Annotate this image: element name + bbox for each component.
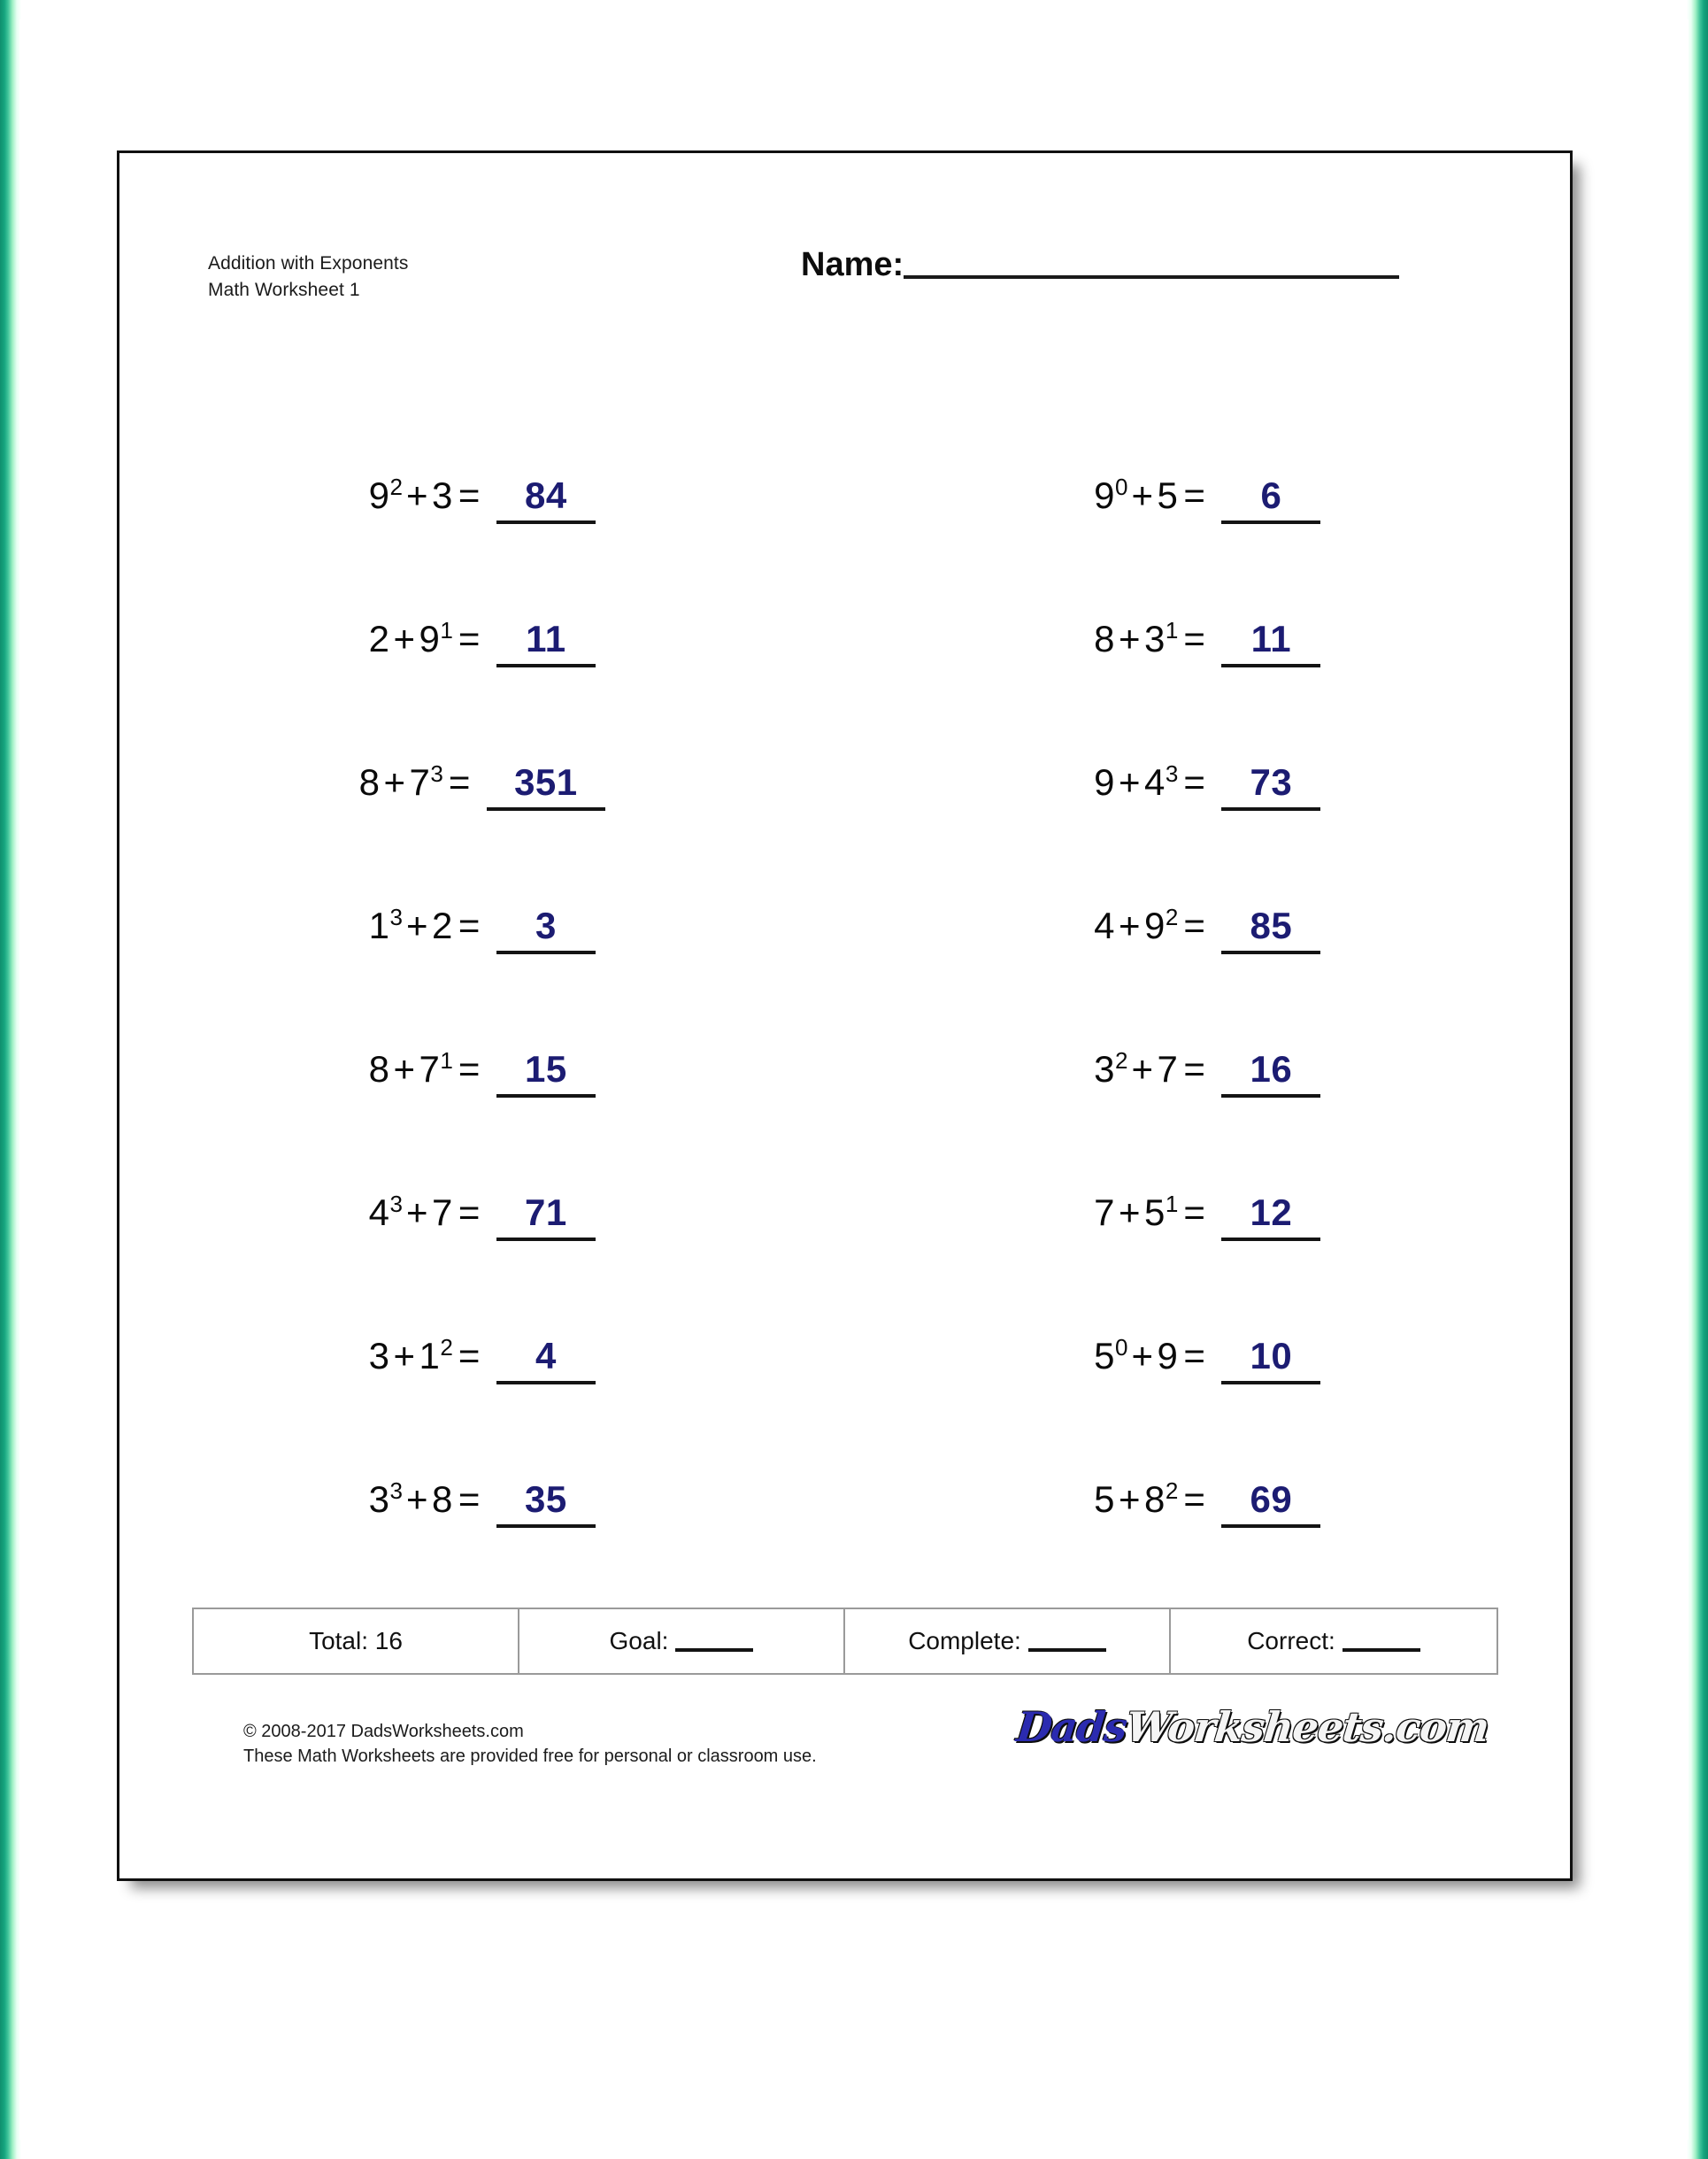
operand-right-base: 9 (1157, 1335, 1179, 1376)
score-bar (192, 1608, 1498, 1675)
worksheet-topic: Addition with Exponents (208, 253, 409, 274)
problem-item (845, 1001, 1571, 1145)
answer-blank[interactable]: 15 (496, 1048, 596, 1098)
operand-right-exponent: 1 (440, 1047, 453, 1074)
plus-operator: + (393, 1335, 416, 1376)
equals-sign: = (458, 905, 481, 946)
operand-left (1094, 1478, 1115, 1520)
operand-right-base: 7 (431, 1191, 453, 1233)
problem-expression (1094, 474, 1320, 524)
operand-right-base: 5 (1157, 474, 1179, 516)
operand-right-base: 3 (1144, 618, 1166, 659)
plus-operator: + (405, 1478, 428, 1520)
score-cell[interactable] (845, 1609, 1171, 1673)
plus-operator: + (1118, 761, 1141, 803)
problem-item (845, 714, 1571, 858)
problem-expression (369, 1478, 596, 1528)
problem-item (845, 428, 1571, 571)
equals-sign: = (458, 1048, 481, 1090)
plus-operator: + (383, 761, 406, 803)
operand-left-exponent: 2 (389, 474, 403, 500)
equals-sign: = (1183, 1191, 1206, 1233)
operand-left-base: 4 (368, 1191, 390, 1233)
page-canvas (19, 19, 1689, 2140)
answer-blank[interactable]: 351 (487, 761, 605, 811)
equals-sign: = (458, 1478, 481, 1520)
problem-expression (1094, 1335, 1320, 1384)
operand-right (1157, 1048, 1178, 1090)
plus-operator: + (393, 618, 416, 659)
answer-blank[interactable]: 85 (1221, 905, 1320, 954)
score-cell-blank[interactable] (1028, 1631, 1106, 1652)
equals-sign: = (458, 1335, 481, 1376)
problem-expression (369, 905, 596, 954)
problem-item (119, 428, 845, 571)
problem-expression (1094, 1478, 1320, 1528)
operand-right-base: 8 (431, 1478, 453, 1520)
operand-right (1144, 1478, 1178, 1520)
operand-left-exponent: 0 (1114, 474, 1128, 500)
operand-right-exponent: 1 (1165, 617, 1179, 644)
operand-right (432, 905, 453, 946)
operand-left (1094, 1048, 1127, 1090)
name-field[interactable] (801, 245, 1399, 284)
operand-right-exponent: 3 (1165, 760, 1179, 787)
score-cell-blank[interactable] (675, 1631, 753, 1652)
problem-item (119, 1431, 845, 1575)
problem-expression (1094, 618, 1320, 667)
copyright-line-2: These Math Worksheets are provided free for personal or classroom use. (243, 1746, 817, 1766)
plus-operator: + (1131, 1335, 1154, 1376)
operand-left-base: 8 (358, 761, 381, 803)
problem-expression (1094, 905, 1320, 954)
operand-right (419, 618, 453, 659)
answer-blank[interactable]: 3 (496, 905, 596, 954)
plus-operator: + (405, 1191, 428, 1233)
problem-item (119, 858, 845, 1001)
operand-left-base: 5 (1094, 1335, 1115, 1376)
operand-left (369, 618, 390, 659)
operand-right (1157, 1335, 1178, 1376)
operand-right (419, 1335, 453, 1376)
operand-left (369, 1191, 403, 1233)
operand-right-base: 9 (1144, 905, 1166, 946)
problem-item (119, 1001, 845, 1145)
operand-left-base: 8 (368, 1048, 390, 1090)
problem-expression (369, 1191, 596, 1241)
operand-right-base: 9 (419, 618, 441, 659)
answer-blank[interactable]: 11 (1221, 618, 1320, 667)
operand-left-exponent: 2 (1114, 1047, 1128, 1074)
operand-right (1144, 618, 1178, 659)
dadsworksheets-logo (1014, 1703, 1491, 1751)
operand-left (1094, 474, 1127, 516)
operand-right (410, 761, 443, 803)
problem-item (119, 571, 845, 714)
operand-left-base: 1 (368, 905, 390, 946)
operand-right-base: 1 (419, 1335, 441, 1376)
answer-blank[interactable]: 11 (496, 618, 596, 667)
name-input-rule[interactable] (904, 275, 1399, 279)
operand-right-base: 7 (1157, 1048, 1179, 1090)
operand-left (369, 474, 403, 516)
equals-sign: = (1183, 905, 1206, 946)
operand-right-base: 7 (419, 1048, 441, 1090)
problem-item (845, 1145, 1571, 1288)
operand-left-base: 4 (1094, 905, 1115, 946)
name-label: Name: (801, 246, 904, 283)
operand-right-base: 3 (431, 474, 453, 516)
operand-right (1144, 905, 1178, 946)
operand-right-exponent: 2 (1165, 1477, 1179, 1504)
operand-right-exponent: 2 (440, 1334, 453, 1361)
worksheet-footer (119, 1703, 1570, 1800)
problem-expression (369, 1335, 596, 1384)
operand-left-base: 3 (368, 1478, 390, 1520)
operand-left-base: 3 (368, 1335, 390, 1376)
operand-left-base: 9 (1094, 761, 1115, 803)
page-title (208, 251, 408, 304)
operand-right (432, 1478, 453, 1520)
worksheet-header (119, 246, 1570, 357)
operand-left-exponent: 3 (389, 904, 403, 930)
answer-blank[interactable]: 16 (1221, 1048, 1320, 1098)
operand-right-exponent: 1 (440, 617, 453, 644)
logo-text-worksheets: Worksheets.com (1124, 1703, 1491, 1751)
score-cell-label: Total: 16 (309, 1627, 403, 1654)
operand-left (1094, 1191, 1115, 1233)
problem-expression (1094, 1048, 1320, 1098)
operand-right (1144, 761, 1178, 803)
operand-right-base: 7 (409, 761, 431, 803)
copyright-line-1: © 2008-2017 DadsWorksheets.com (243, 1722, 524, 1741)
operand-left (1094, 761, 1115, 803)
answer-blank[interactable]: 69 (1221, 1478, 1320, 1528)
operand-left-exponent: 3 (389, 1191, 403, 1217)
answer-blank[interactable]: 71 (496, 1191, 596, 1241)
operand-right (432, 1191, 453, 1233)
problem-item (119, 1145, 845, 1288)
plus-operator: + (1118, 905, 1141, 946)
score-cell-label: Complete: (908, 1627, 1021, 1654)
operand-left-base: 7 (1094, 1191, 1115, 1233)
operand-right-exponent: 3 (430, 760, 443, 787)
operand-left (1094, 1335, 1127, 1376)
answer-blank[interactable]: 35 (496, 1478, 596, 1528)
problem-expression (359, 761, 605, 811)
copyright-text (243, 1719, 817, 1769)
problem-expression (1094, 1191, 1320, 1241)
equals-sign: = (458, 618, 481, 659)
equals-sign: = (458, 474, 481, 516)
problem-expression (1094, 761, 1320, 811)
answer-blank[interactable]: 84 (496, 474, 596, 524)
operand-left-base: 9 (368, 474, 390, 516)
operand-right-base: 5 (1144, 1191, 1166, 1233)
operand-right-exponent: 2 (1165, 904, 1179, 930)
answer-blank[interactable]: 6 (1221, 474, 1320, 524)
plus-operator: + (405, 905, 428, 946)
operand-left (1094, 905, 1115, 946)
equals-sign: = (1183, 618, 1206, 659)
operand-left-base: 3 (1094, 1048, 1115, 1090)
score-cell (194, 1609, 519, 1673)
problem-item (845, 1431, 1571, 1575)
operand-right-exponent: 1 (1165, 1191, 1179, 1217)
problem-item (119, 714, 845, 858)
operand-right (432, 474, 453, 516)
operand-right (419, 1048, 453, 1090)
score-cell[interactable] (1171, 1609, 1496, 1673)
equals-sign: = (1183, 761, 1206, 803)
answer-blank[interactable]: 12 (1221, 1191, 1320, 1241)
operand-left (369, 1048, 390, 1090)
worksheet-number: Math Worksheet 1 (208, 280, 360, 300)
operand-left (369, 1335, 390, 1376)
operand-left-base: 5 (1094, 1478, 1115, 1520)
operand-right-base: 4 (1144, 761, 1166, 803)
operand-right (1144, 1191, 1178, 1233)
equals-sign: = (1183, 1048, 1206, 1090)
operand-right-base: 8 (1144, 1478, 1166, 1520)
problems-grid (119, 428, 1570, 1575)
problem-item (845, 571, 1571, 714)
score-cell-label: Goal: (609, 1627, 669, 1654)
operand-left-exponent: 3 (389, 1477, 403, 1504)
operand-left (359, 761, 381, 803)
operand-left-exponent: 0 (1114, 1334, 1128, 1361)
plus-operator: + (405, 474, 428, 516)
problem-item (119, 1288, 845, 1431)
score-cell-blank[interactable] (1343, 1631, 1420, 1652)
equals-sign: = (1183, 474, 1206, 516)
operand-left (369, 1478, 403, 1520)
plus-operator: + (393, 1048, 416, 1090)
operand-right-base: 2 (431, 905, 453, 946)
equals-sign: = (1183, 1335, 1206, 1376)
logo-text-dads: Dads (1014, 1703, 1129, 1751)
equals-sign: = (1183, 1478, 1206, 1520)
plus-operator: + (1131, 474, 1154, 516)
problem-expression (369, 618, 596, 667)
equals-sign: = (458, 1191, 481, 1233)
answer-blank[interactable]: 4 (496, 1335, 596, 1384)
operand-right (1157, 474, 1178, 516)
problem-expression (369, 474, 596, 524)
score-cell[interactable] (519, 1609, 845, 1673)
plus-operator: + (1118, 1191, 1141, 1233)
answer-blank[interactable]: 73 (1221, 761, 1320, 811)
plus-operator: + (1131, 1048, 1154, 1090)
operand-left-base: 8 (1094, 618, 1115, 659)
plus-operator: + (1118, 1478, 1141, 1520)
equals-sign: = (448, 761, 471, 803)
plus-operator: + (1118, 618, 1141, 659)
score-cell-label: Correct: (1247, 1627, 1335, 1654)
answer-blank[interactable]: 10 (1221, 1335, 1320, 1384)
operand-left-base: 2 (368, 618, 390, 659)
operand-left (1094, 618, 1115, 659)
problem-expression (369, 1048, 596, 1098)
worksheet-sheet (117, 150, 1573, 1881)
problem-item (845, 1288, 1571, 1431)
operand-left-base: 9 (1094, 474, 1115, 516)
problem-item (845, 858, 1571, 1001)
operand-left (369, 905, 403, 946)
